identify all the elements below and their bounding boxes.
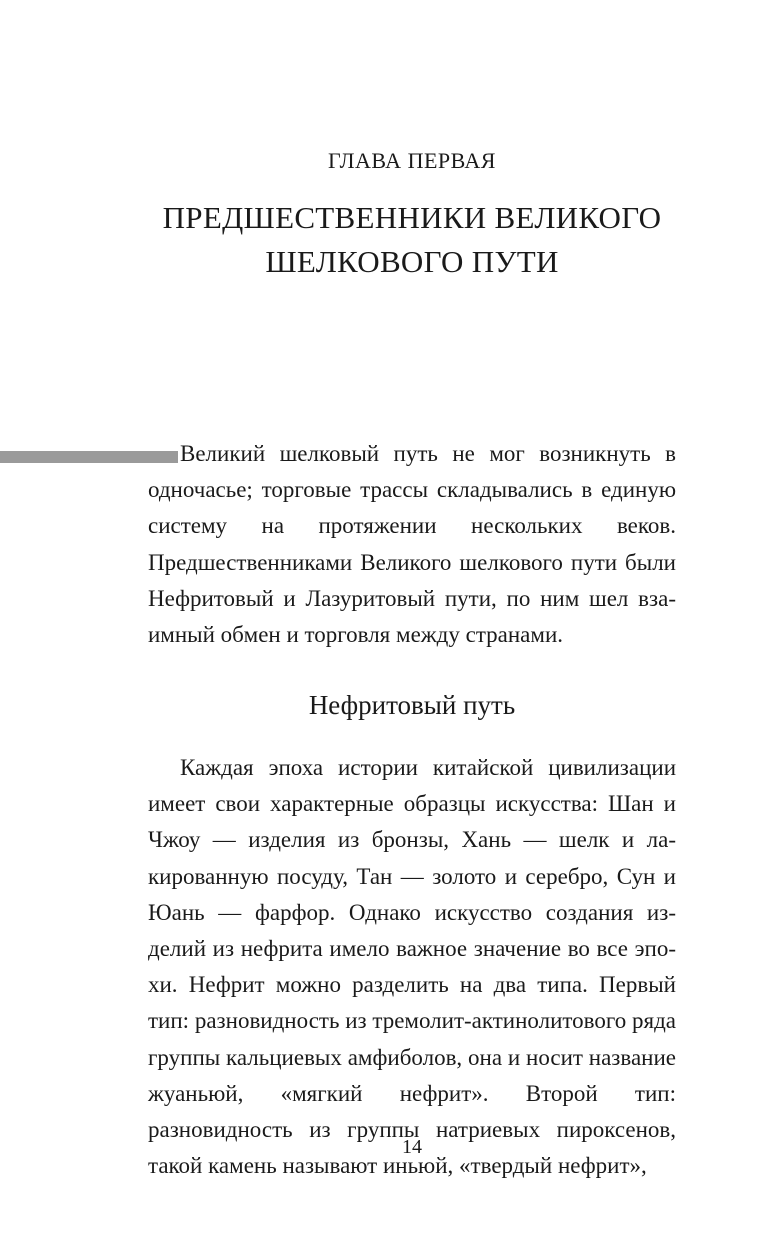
chapter-title-line-1: ПРЕДШЕСТВЕННИКИ ВЕЛИКОГО [162,200,662,235]
chapter-label: ГЛАВА ПЕРВАЯ [328,148,496,173]
chapter-title-line-2: ШЕЛКОВОГО ПУТИ [265,244,559,279]
chapter-title [0,196,768,284]
intro-paragraph: Великий шелковый путь не мог возникнуть в одночасье; торговые трассы складывались в единую систему на протяжении нескольких веков. Предшественниками Великого шелкового пути были Нефритовый и Лазуритовый пути, по ним шел взаимный обмен и торговля между странами. [148,441,676,648]
section-paragraph: Каждая эпоха истории китайской цивилизации имеет свои характерные образцы искусства: Шан и Чжоу — изделия из бронзы, Хань — шелк и лакированную посуду, Тан — золото и серебро, Сун и Юань — фарфор. Однако искусство создания изделий из нефрита имело важное значение во все эпохи. Нефрит можно разделить на два типа. Первый тип: разновидность из тремолит-актинолитового ряда группы кальциевых амфиболов, она и носит название жуаньюй, «мягкий нефрит». Второй тип: разновидность из группы натриевых пироксенов, такой камень называют иньюй, «твердый нефрит», [148,755,676,1179]
section-heading: Нефритовый путь [308,690,516,720]
page-number: 14 [402,1136,422,1158]
